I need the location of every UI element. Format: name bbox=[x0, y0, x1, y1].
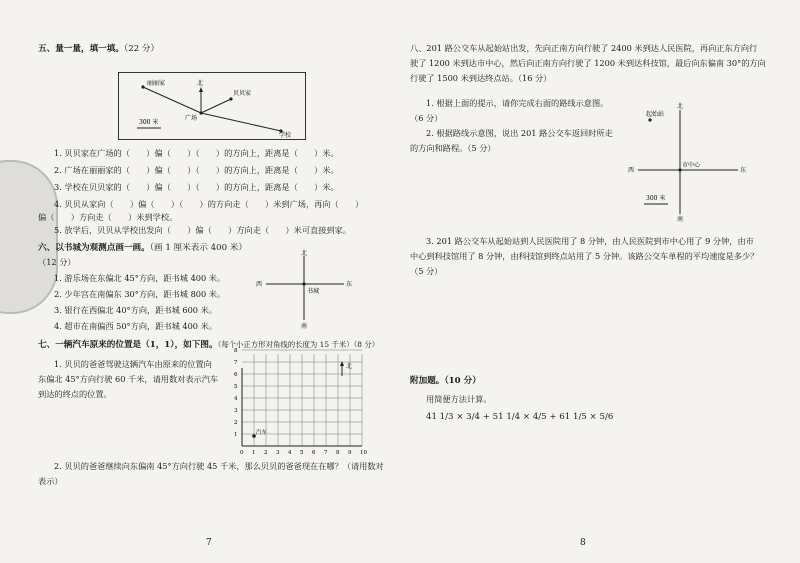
sec7-title-text: 七、一辆汽车原来的位置是（1，1），如下图。 bbox=[38, 340, 218, 350]
route-west-label: 西 bbox=[628, 167, 635, 174]
sec7-p1-line3: 到达的终点的位置。 bbox=[38, 389, 112, 399]
bonus-expression: 41 1/3 × 3/4 + 51 1/4 × 4/5 + 61 1/5 × 5/6 bbox=[426, 412, 614, 422]
right-page bbox=[400, 0, 800, 563]
sec8-q2-line1: 2. 根据路线示意图，说出 201 路公交车返回时所走 bbox=[426, 128, 613, 138]
route-east-label: 东 bbox=[740, 167, 747, 174]
sec7-p2-line1: 2. 贝贝的爸爸继续向东偏南 45°方向行驶 45 千米，那么贝贝的爸爸现在在哪？（请用数对 bbox=[54, 461, 384, 471]
sec6-east-label: 东 bbox=[346, 281, 353, 288]
sec6-title bbox=[38, 243, 247, 254]
sec8-title-line2: 驶了 1200 米到达市中心，然后向正南方向行驶了 1200 米到达科技馆，最后向东偏南 30°的方向 bbox=[410, 58, 766, 68]
label-square: 广场 bbox=[185, 115, 198, 122]
sec6-note: （画 1 厘米表示 400 米） bbox=[149, 243, 247, 253]
sec6-item2: 2. 少年宫在南偏东 30°方向，距书城 800 米。 bbox=[54, 289, 226, 299]
map-scale-label: 300 米 bbox=[139, 119, 159, 126]
dot-square bbox=[199, 111, 202, 114]
grid-x-tick-label: 1 bbox=[252, 450, 256, 456]
sec6-center-label: 书城 bbox=[307, 288, 320, 295]
grid-y-tick-label: 1 bbox=[234, 432, 238, 438]
sec8-q1-line2: （6 分） bbox=[410, 113, 443, 123]
sec8-q2-line2: 的方向和路程。（5 分） bbox=[410, 143, 496, 153]
sec6-title-text: 六、以书城为观测点画一画。 bbox=[38, 243, 150, 253]
grid-y-tick-label: 4 bbox=[234, 396, 238, 402]
sec6-item4: 4. 超市在南偏西 50°方向，距书城 400 米。 bbox=[54, 321, 217, 331]
map-svg bbox=[119, 73, 305, 139]
page-number-right: 8 bbox=[580, 538, 586, 548]
sec5-score: （22 分） bbox=[123, 44, 160, 54]
sec5-title bbox=[38, 44, 159, 55]
label-north: 北 bbox=[197, 80, 204, 87]
label-school: 学校 bbox=[279, 132, 292, 139]
sec6-item3: 3. 银行在西偏北 40°方向，距书城 600 米。 bbox=[54, 305, 217, 315]
route-square-beibei bbox=[201, 99, 231, 113]
sec5-q2: 2. 广场在丽丽家的（ ）偏（ ）（ ）的方向上，距离是（ ）米。 bbox=[54, 165, 339, 175]
sec8-title-line1: 八、201 路公交车从起始站出发，先向正南方向行驶了 2400 米到达人民医院，再向正东方向行 bbox=[410, 43, 758, 53]
route-square-school bbox=[201, 113, 281, 131]
grid-x-ticks bbox=[240, 450, 367, 456]
dot-beibei bbox=[229, 97, 232, 100]
grid-y-tick-label: 2 bbox=[234, 420, 238, 426]
route-south-label: 南 bbox=[677, 216, 684, 223]
sec5-q4-line2: 偏（ ）方向走（ ）米到学校。 bbox=[38, 212, 178, 222]
dot-lili bbox=[141, 85, 144, 88]
sec5-q3: 3. 学校在贝贝家的（ ）偏（ ）（ ）的方向上，距离是（ ）米。 bbox=[54, 182, 339, 192]
sec7-p1-line2: 东偏北 45°方向行驶 60 千米，请用数对表示汽车 bbox=[38, 374, 219, 384]
sec6-west-label: 西 bbox=[256, 281, 263, 288]
grid-x-tick-label: 7 bbox=[324, 450, 328, 456]
grid-x-tick-label: 10 bbox=[360, 450, 367, 456]
watermark-stamp bbox=[0, 160, 58, 314]
sec6-south-label: 南 bbox=[301, 323, 308, 330]
sec6-center-dot bbox=[302, 282, 305, 285]
grid-north-label: 北 bbox=[346, 363, 353, 370]
bonus-instruction: 用简便方法计算。 bbox=[426, 394, 492, 404]
sec5-q5: 5. 放学后，贝贝从学校出发向（ ）偏（ ）方向走（ ）米可直接到家。 bbox=[54, 225, 351, 235]
grid-x-tick-label: 0 bbox=[240, 450, 244, 456]
grid-x-tick-label: 4 bbox=[288, 450, 292, 456]
sec7-p2-line2: 表示） bbox=[38, 476, 63, 486]
sec8-q3-line3: （5 分） bbox=[410, 266, 443, 276]
grid-y-tick-label: 8 bbox=[234, 348, 238, 354]
sec6-north-label: 北 bbox=[301, 250, 308, 257]
grid-x-tick-label: 2 bbox=[264, 450, 268, 456]
sec5-q4-line1: 4. 贝贝从家向（ ）偏（ ）（ ）的方向走（ ）米到广场，再向（ ） bbox=[54, 199, 364, 209]
start-station-dot bbox=[648, 118, 651, 121]
sec8-title-line3: 行驶了 1500 米到达终点站。（16 分） bbox=[410, 73, 552, 83]
sec7-p1-line1: 1. 贝贝的爸爸驾驶这辆汽车由原来的位置向 bbox=[54, 359, 212, 369]
sec7-title bbox=[38, 339, 379, 351]
grid-x-tick-label: 9 bbox=[348, 450, 352, 456]
route-lili-square bbox=[143, 87, 201, 113]
grid-y-tick-label: 7 bbox=[234, 360, 238, 366]
map-box bbox=[118, 72, 306, 140]
route-north-label: 北 bbox=[677, 103, 684, 110]
grid-y-tick-label: 6 bbox=[234, 372, 238, 378]
city-center-label: 市中心 bbox=[682, 162, 701, 169]
sec6-score: （12 分） bbox=[38, 257, 76, 267]
coordinate-grid bbox=[228, 348, 378, 460]
sec6-compass bbox=[252, 248, 362, 330]
label-beibei-home: 贝贝家 bbox=[233, 90, 252, 97]
route-scale-label: 300 米 bbox=[646, 195, 666, 202]
grid-x-tick-label: 5 bbox=[300, 450, 304, 456]
grid-y-tick-label: 3 bbox=[234, 408, 238, 414]
sec8-q3-line2: 中心到科技馆用了 8 分钟，由科技馆到终点站用了 5 分钟。该路公交车单程的平均速度是多少？ bbox=[410, 251, 759, 261]
sec7-note: （每个小正方形对角线的长度为 15 千米）（8 分） bbox=[217, 340, 380, 349]
grid-x-tick-label: 3 bbox=[276, 450, 280, 456]
sec6-item1: 1. 游乐场在东偏北 45°方向，距书城 400 米。 bbox=[54, 273, 226, 283]
grid-x-tick-label: 6 bbox=[312, 450, 316, 456]
sec5-title-text: 五、量一量，填一填。 bbox=[38, 44, 124, 54]
label-lili-home: 丽丽家 bbox=[147, 80, 166, 87]
grid-y-ticks bbox=[234, 348, 238, 438]
route-diagram bbox=[628, 98, 758, 222]
north-arrow-head bbox=[199, 87, 203, 92]
start-station-label: 起始站 bbox=[646, 111, 665, 118]
grid-y-tick-label: 5 bbox=[234, 384, 238, 390]
car-label: 汽车 bbox=[256, 430, 268, 436]
grid-x-tick-label: 8 bbox=[336, 450, 340, 456]
sec8-q1-line1: 1. 根据上面的提示，请你完成右面的路线示意图。 bbox=[426, 98, 609, 108]
sec5-q1: 1. 贝贝家在广场的（ ）偏（ ）（ ）的方向上，距离是（ ）米。 bbox=[54, 148, 339, 158]
page-number-left: 7 bbox=[206, 538, 212, 548]
sec8-q3-line1: 3. 201 路公交车从起始站到人民医院用了 8 分钟，由人民医院到市中心用了 9 分钟，由市 bbox=[426, 236, 754, 246]
bonus-title: 附加题。（10 分） bbox=[410, 376, 481, 386]
